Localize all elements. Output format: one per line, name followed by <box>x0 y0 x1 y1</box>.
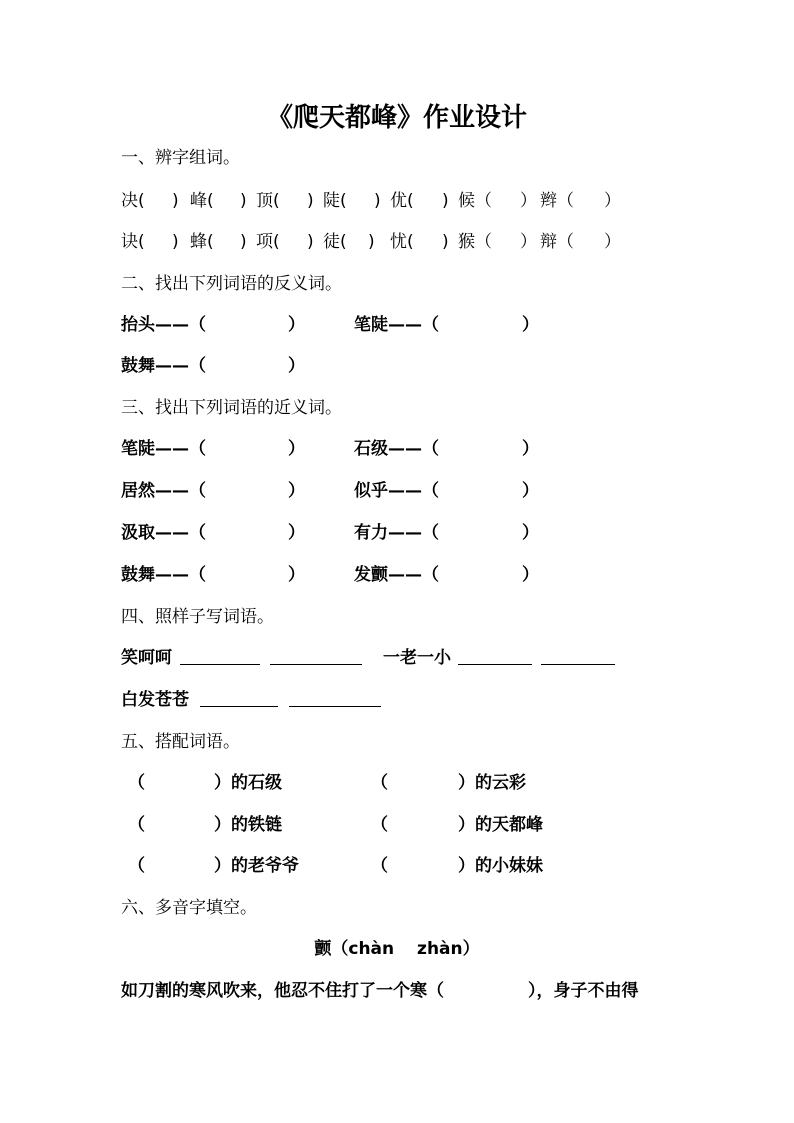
antonym-item-label: 笔陡——（ <box>354 315 439 335</box>
pattern-example: 白发苍苍 <box>121 690 189 710</box>
char-paren-open: 优( <box>390 191 414 211</box>
synonym-item-label: 汲取——（ <box>121 523 206 543</box>
synonym-item-label: 发颤——（ <box>354 565 439 585</box>
char-paren-close: ） <box>520 191 537 211</box>
char-paren-close: ) <box>442 191 449 211</box>
paren-close: ） <box>522 315 539 335</box>
char-paren-close: ) <box>368 232 375 252</box>
paren-open: （ <box>128 773 145 793</box>
polyphonic-char: 颤（chàn zhàn） <box>314 939 480 959</box>
char-paren-open: 蜂( <box>190 232 214 252</box>
char-paren-close: ） <box>520 232 537 252</box>
paren-open: （ <box>128 856 145 876</box>
char-paren-close: ) <box>442 232 449 252</box>
answer-blank[interactable] <box>289 688 381 707</box>
char-paren-open: 猴（ <box>458 232 492 252</box>
synonym-item-label: 似乎——（ <box>354 481 439 501</box>
char-paren-open: 忧( <box>390 232 414 252</box>
char-paren-open: 决( <box>121 191 145 211</box>
paren-close: ） <box>288 481 305 501</box>
section-6-heading: 六、多音字填空。 <box>121 898 257 918</box>
char-paren-open: 诀( <box>121 232 145 252</box>
section-3-heading: 三、找出下列词语的近义词。 <box>121 398 342 418</box>
synonym-item-label: 有力——（ <box>354 523 439 543</box>
antonym-item-label: 鼓舞——（ <box>121 356 206 376</box>
char-paren-open: 项( <box>256 232 280 252</box>
char-paren-close: ) <box>240 191 247 211</box>
match-item-label: ）的石级 <box>214 773 282 793</box>
paren-close: ） <box>522 565 539 585</box>
paren-close: ） <box>522 481 539 501</box>
section-4-heading: 四、照样子写词语。 <box>121 607 274 627</box>
match-item-label: ）的小妹妹 <box>458 856 543 876</box>
page-title: 《爬天都峰》作业设计 <box>266 103 527 133</box>
match-item-label: ）的铁链 <box>214 815 282 835</box>
synonym-item-label: 鼓舞——（ <box>121 565 206 585</box>
sentence-part-a: 如刀割的寒风吹来，他忍不住打了一个寒（ <box>121 981 444 1001</box>
paren-close: ） <box>288 439 305 459</box>
char-paren-close: ） <box>604 232 621 252</box>
char-paren-open: 顶( <box>256 191 280 211</box>
paren-close: ） <box>522 439 539 459</box>
char-paren-close: ) <box>307 232 314 252</box>
char-paren-close: ) <box>374 191 381 211</box>
section-2-heading: 二、找出下列词语的反义词。 <box>121 274 342 294</box>
match-item-label: ）的天都峰 <box>458 815 543 835</box>
char-paren-open: 徒( <box>323 232 347 252</box>
char-paren-open: 候（ <box>458 191 492 211</box>
pattern-example: 一老一小 <box>383 648 451 668</box>
sentence-part-b: ），身子不由得 <box>528 981 639 1001</box>
section-1-heading: 一、辨字组词。 <box>121 148 240 168</box>
paren-close: ） <box>288 356 305 376</box>
paren-open: （ <box>128 815 145 835</box>
synonym-item-label: 石级——（ <box>354 439 439 459</box>
section-5-heading: 五、搭配词语。 <box>121 732 240 752</box>
match-item-label: ）的云彩 <box>458 773 526 793</box>
char-paren-close: ) <box>307 191 314 211</box>
pattern-example: 笑呵呵 <box>121 648 172 668</box>
paren-close: ） <box>522 523 539 543</box>
char-paren-close: ) <box>172 232 179 252</box>
char-paren-close: ) <box>172 191 179 211</box>
answer-blank[interactable] <box>180 646 260 665</box>
answer-blank[interactable] <box>458 646 532 665</box>
char-paren-close: ） <box>604 191 621 211</box>
char-paren-open: 辫（ <box>540 191 574 211</box>
paren-open: （ <box>371 773 388 793</box>
answer-blank[interactable] <box>200 688 278 707</box>
synonym-item-label: 笔陡——（ <box>121 439 206 459</box>
char-paren-open: 陡( <box>323 191 347 211</box>
char-paren-open: 辩（ <box>540 232 574 252</box>
answer-blank[interactable] <box>541 646 615 665</box>
char-paren-close: ) <box>240 232 247 252</box>
paren-close: ） <box>288 565 305 585</box>
paren-close: ） <box>288 523 305 543</box>
paren-open: （ <box>371 815 388 835</box>
match-item-label: ）的老爷爷 <box>214 856 299 876</box>
answer-blank[interactable] <box>270 646 362 665</box>
paren-open: （ <box>371 856 388 876</box>
antonym-item-label: 抬头——（ <box>121 315 206 335</box>
paren-close: ） <box>288 315 305 335</box>
char-paren-open: 峰( <box>190 191 214 211</box>
synonym-item-label: 居然——（ <box>121 481 206 501</box>
